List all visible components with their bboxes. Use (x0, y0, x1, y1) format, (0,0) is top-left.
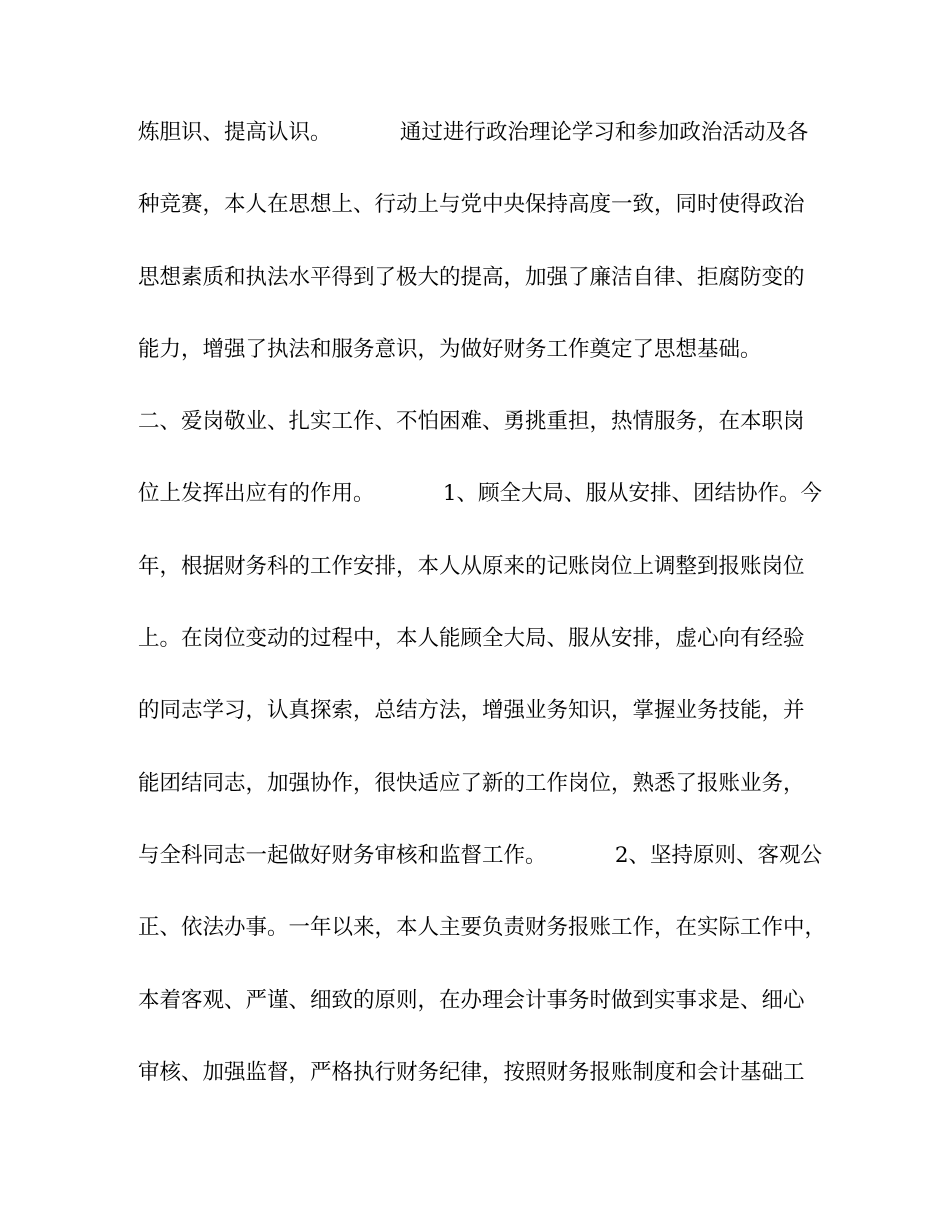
document-body (138, 121, 838, 1133)
text-line: 位上发挥出应有的作用。 1、顾全大局、服从安排、团结协作。今 (138, 481, 823, 507)
text-line: 本着客观、严谨、细致的原则，在办理会计事务时做到实事求是、细心 (138, 987, 805, 1013)
text-line: 思想素质和执法水平得到了极大的提高，加强了廉洁自律、拒腐防变的 (138, 264, 805, 290)
text-line: 上。在岗位变动的过程中，本人能顾全大局、服从安排，虚心向有经验 (138, 626, 805, 652)
text-line: 年，根据财务科的工作安排，本人从原来的记账岗位上调整到报账岗位 (138, 553, 805, 579)
text-line: 与全科同志一起做好财务审核和监督工作。 2、坚持原则、客观公 (138, 842, 823, 868)
text-line: 能力，增强了执法和服务意识，为做好财务工作奠定了思想基础。 (138, 336, 762, 362)
text-line: 的同志学习，认真探索，总结方法，增强业务知识，掌握业务技能，并 (138, 698, 805, 724)
section-heading-line: 二、爱岗敬业、扎实工作、不怕困难、勇挑重担，热情服务，在本职岗 (138, 409, 805, 435)
text-line: 正、依法办事。一年以来，本人主要负责财务报账工作，在实际工作中， (138, 915, 827, 941)
text-line: 种竞赛，本人在思想上、行动上与党中央保持高度一致，同时使得政治 (138, 192, 805, 218)
text-line: 炼胆识、提高认识。 通过进行政治理论学习和参加政治活动及各 (138, 120, 809, 145)
text-line: 审核、加强监督，严格执行财务纪律，按照财务报账制度和会计基础工 (138, 1059, 805, 1085)
text-line: 能团结同志，加强协作，很快适应了新的工作岗位，熟悉了报账业务， (138, 770, 805, 796)
